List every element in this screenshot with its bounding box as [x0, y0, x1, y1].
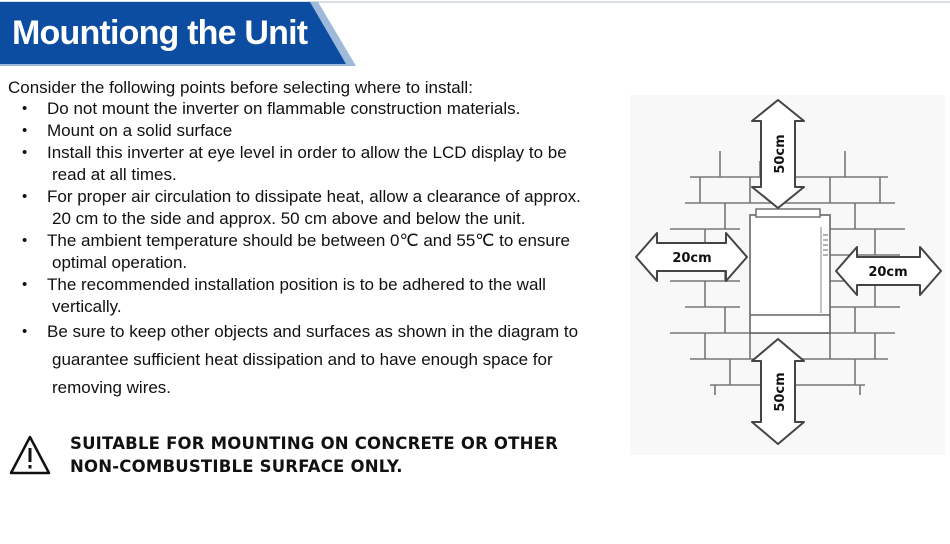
list-item [22, 98, 642, 120]
bullet: • [22, 144, 28, 161]
point-text-continued: read at all times. [52, 165, 177, 184]
point-text: Mount on a solid surface [47, 121, 233, 140]
left-clearance-label: 20cm [672, 251, 712, 266]
top-clearance-label: 50cm [773, 134, 788, 174]
point-text: Be sure to keep other objects and surfaces as shown in the diagram to [47, 322, 579, 341]
bullet: • [22, 232, 28, 249]
bottom-clearance-label: 50cm [773, 372, 788, 412]
point-text-continued: vertically. [52, 297, 122, 316]
list-item [22, 142, 642, 186]
bullet: • [22, 276, 28, 293]
warning-notice [8, 432, 608, 482]
inverter-unit [750, 209, 830, 333]
list-item [22, 274, 642, 318]
point-text: Do not mount the inverter on flammable construction materials. [47, 99, 521, 118]
warning-line-1: SUITABLE FOR MOUNTING ON CONCRETE OR OTHER [70, 434, 558, 453]
list-item [22, 186, 642, 230]
warning-text [70, 432, 558, 478]
bullet: • [22, 100, 28, 117]
point-text-continued: removing wires. [52, 378, 172, 397]
list-item [22, 318, 642, 402]
list-item [22, 230, 642, 274]
list-item [22, 120, 642, 142]
install-points-list [22, 98, 642, 402]
bullet: • [22, 122, 28, 139]
intro-text: Consider the following points before selecting where to install: [8, 78, 473, 97]
page-title: Mountiong the Unit [12, 14, 308, 52]
title-banner [0, 0, 950, 68]
point-text-continued: optimal operation. [52, 253, 188, 272]
point-text: Install this inverter at eye level in order to allow the LCD display to be [47, 143, 567, 162]
bullet: • [22, 323, 28, 340]
warning-line-2: NON-COMBUSTIBLE SURFACE ONLY. [70, 457, 403, 476]
warning-triangle-icon [8, 434, 52, 476]
point-text: For proper air circulation to dissipate heat, allow a clearance of approx. [47, 187, 581, 206]
point-text-continued: guarantee sufficient heat dissipation and to have enough space for [52, 350, 553, 369]
bullet: • [22, 188, 28, 205]
point-text: The recommended installation position is to be adhered to the wall [47, 275, 546, 294]
clearance-diagram [630, 95, 945, 455]
point-text-continued: 20 cm to the side and approx. 50 cm above and below the unit. [52, 209, 526, 228]
point-text: The ambient temperature should be between 0℃ and 55℃ to ensure [47, 231, 571, 250]
right-clearance-label: 20cm [868, 265, 908, 280]
